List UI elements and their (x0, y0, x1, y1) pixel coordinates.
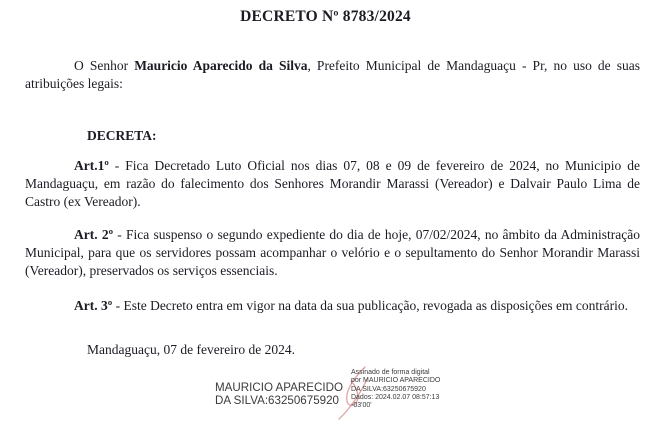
article-2-label: Art. 2º (74, 227, 114, 242)
article-1-label: Art.1º (74, 158, 109, 173)
document-title: DECRETO Nº 8783/2024 (240, 8, 411, 25)
signature-detail-line: Assinado de forma digital (350, 369, 430, 376)
intro-suffix: , Prefeito Municipal de Mandaguaçu - Pr, no uso de suas atribuições legais: (25, 58, 640, 91)
signature-name-line1: MAURICIO APARECIDO (215, 381, 343, 394)
article-1-text: - Fica Decretado Luto Oficial nos dias 07, 08 e 09 de fevereiro de 2024, no Municipio de Mandaguaçu, em razão do falecimento dos Senhores Morandir Marassi (Vereador) e Dalvair Paulo Lima de Castro (ex Vereador). (25, 158, 640, 209)
intro-prefix: O Senhor (74, 58, 135, 73)
mayor-name: Mauricio Aparecido da Silva (134, 58, 308, 73)
signature-detail-line: por MAURICIO APARECIDO (350, 377, 441, 385)
signature-details (351, 369, 440, 410)
dateline: Mandaguaçu, 07 de fevereiro de 2024. (87, 342, 296, 357)
signature-detail-line: Dados: 2024.02.07 08:57:13 (350, 393, 440, 401)
article-3-label: Art. 3º (74, 298, 113, 313)
article-3 (25, 294, 640, 318)
article-3-text: - Este Decreto entra em vigor na data da sua publicação, revogada as disposições em contrário. (112, 298, 628, 313)
decreta-heading: DECRETA: (87, 128, 157, 143)
article-1 (25, 157, 640, 211)
signature-detail-line: DA SILVA:63250675920 (350, 385, 426, 393)
article-2 (25, 226, 640, 280)
signature-name-line2: DA SILVA:63250675920 (215, 394, 339, 407)
intro-paragraph (25, 57, 640, 93)
signature-detail-line: -03'00' (350, 402, 372, 410)
signature-name (215, 381, 343, 407)
digital-signature-block (215, 367, 651, 421)
article-2-text: - Fica suspenso o segundo expediente do dia de hoje, 07/02/2024, no âmbito da Administração Municipal, para que os servidores possam acompanhar o velório e o sepultamento do Senhor Morandir Marassi (Vereador), preservados os serviços essenciais. (25, 227, 640, 278)
